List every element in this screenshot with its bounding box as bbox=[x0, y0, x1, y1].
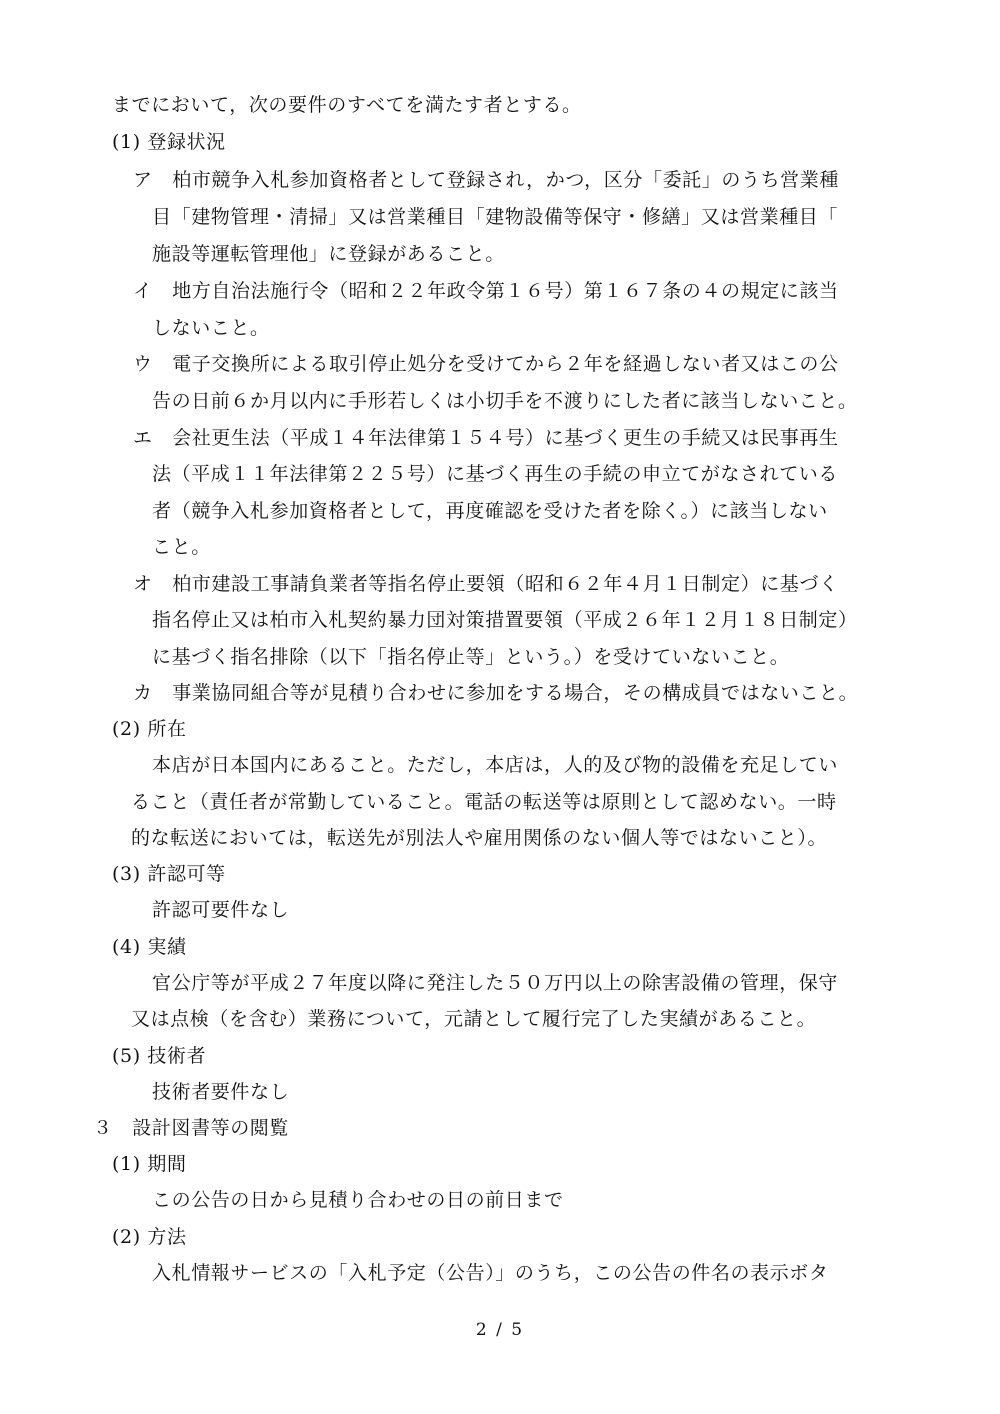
text-line: までにおいて，次の要件のすべてを満たす者とする。 bbox=[112, 94, 582, 116]
text-line: 施設等運転管理他」に登録があること。 bbox=[152, 243, 505, 265]
section-heading: (5) 技術者 bbox=[112, 1045, 207, 1067]
text-line: 的な転送においては，転送先が別法人や雇用関係のない個人等ではないこと）。 bbox=[131, 827, 828, 849]
text-line: 入札情報サービスの「入札予定（公告）」のうち，この公告の件名の表示ボタ bbox=[152, 1262, 829, 1284]
text-line: ウ 電子交換所による取引停止処分を受けてから２年を経過しない者又はこの公 bbox=[133, 353, 839, 375]
section-heading: (3) 許認可等 bbox=[112, 863, 226, 885]
text-line: 告の日前６か月以内に手形若しくは小切手を不渡りにした者に該当しないこと。 bbox=[152, 390, 858, 412]
text-line: 目「建物管理・清掃」又は営業種目「建物設備等保守・修繕」又は営業種目「 bbox=[152, 206, 839, 228]
section-heading: (1) 期間 bbox=[112, 1153, 187, 1175]
text-line: オ 柏市建設工事請負業者等指名停止要領（昭和６２年４月１日制定）に基づく bbox=[133, 573, 839, 595]
text-line: 許認可要件なし bbox=[152, 899, 290, 921]
page-number: 2 / 5 bbox=[475, 1320, 525, 1340]
text-line: 者（競争入札参加資格者として，再度確認を受けた者を除く。）に該当しない bbox=[152, 500, 828, 522]
section-heading: (2) 方法 bbox=[112, 1226, 187, 1248]
text-line: エ 会社更生法（平成１４年法律第１５４号）に基づく更生の手続又は民事再生 bbox=[133, 427, 839, 449]
text-line: に基づく指名排除（以下「指名停止等」という。）を受けていないこと。 bbox=[152, 646, 790, 668]
text-line: イ 地方自治法施行令（昭和２２年政令第１６号）第１６７条の４の規定に該当 bbox=[133, 280, 839, 302]
text-line: この公告の日から見積り合わせの日の前日まで bbox=[152, 1189, 564, 1211]
section-heading: (2) 所在 bbox=[112, 718, 187, 740]
text-line: 本店が日本国内にあること。ただし，本店は，人的及び物的設備を充足してい bbox=[152, 754, 839, 776]
section-heading: (1) 登録状況 bbox=[112, 131, 226, 153]
text-line: 指名停止又は柏市入札契約暴力団対策措置要領（平成２６年１２月１８日制定） bbox=[152, 609, 858, 631]
text-line: ること（責任者が常勤していること。電話の転送等は原則として認めない。一時 bbox=[131, 791, 837, 813]
text-line: こと。 bbox=[152, 536, 211, 558]
text-line: 官公庁等が平成２７年度以降に発注した５０万円以上の除害設備の管理，保守 bbox=[152, 972, 839, 994]
section-heading: ３ 設計図書等の閲覧 bbox=[93, 1117, 290, 1139]
text-line: 法（平成１１年法律第２２５号）に基づく再生の手続の申立てがなされている bbox=[152, 463, 839, 485]
text-line: 技術者要件なし bbox=[152, 1081, 290, 1103]
text-line: しないこと。 bbox=[152, 317, 270, 339]
text-line: ア 柏市競争入札参加資格者として登録され，かつ，区分「委託」のうち営業種 bbox=[133, 169, 839, 191]
text-line: 又は点検（を含む）業務について，元請として履行完了した実績があること。 bbox=[131, 1008, 817, 1030]
section-heading: (4) 実績 bbox=[112, 936, 187, 958]
text-line: カ 事業協同組合等が見積り合わせに参加をする場合，その構成員ではないこと。 bbox=[133, 682, 859, 704]
